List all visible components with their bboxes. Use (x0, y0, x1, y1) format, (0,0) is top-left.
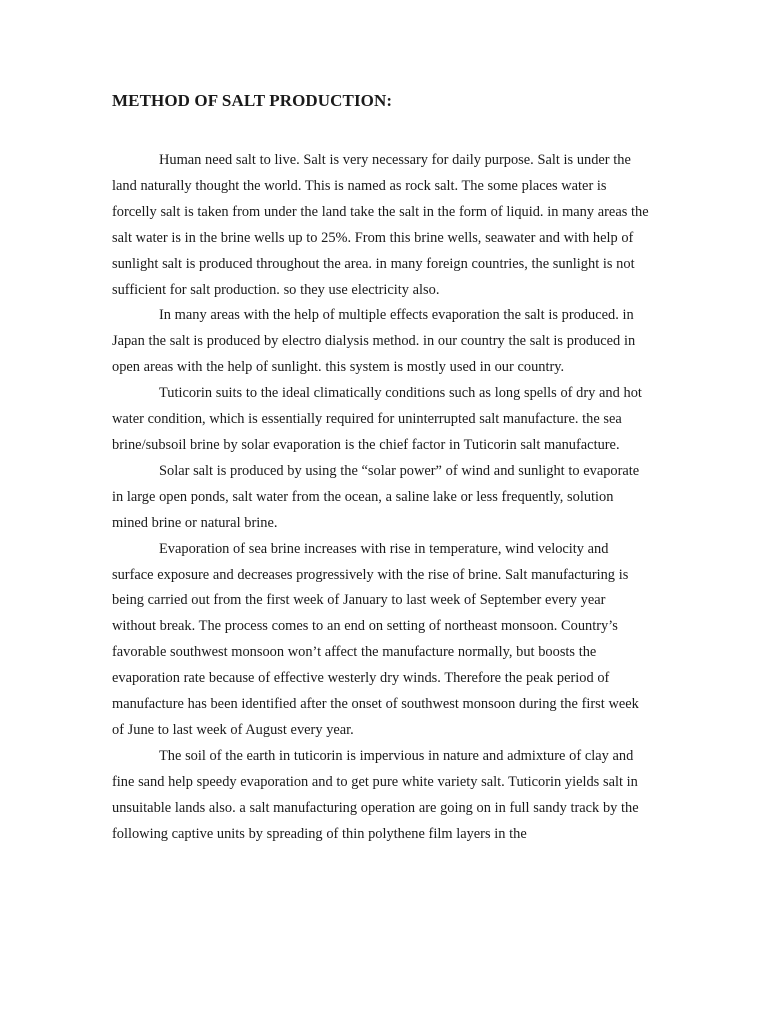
paragraph-evaporation: Evaporation of sea brine increases with rise in temperature, wind velocity and surface exposure and decreases progressively with the rise of brine. Salt manufacturing is being carried out from the first week of January to last week of September every year without break. The process comes to an end on setting of northeast monsoon. Country’s favorable southwest monsoon won’t affect the manufacture normally, but boosts the evaporation rate because of effective westerly dry winds. Therefore the peak period of manufacture has been identified after the onset of southwest monsoon during the first week of June to last week of August every year. (112, 540, 639, 738)
paragraph-soil: The soil of the earth in tuticorin is impervious in nature and admixture of clay and fine sand help speedy evaporation and to get pure white variety salt. Tuticorin yields salt in unsuitable lands also. a salt manufacturing operation are going on in full sandy track by the following captive units by spreading of thin polythene film layers in the (112, 747, 639, 842)
document-title: METHOD OF SALT PRODUCTION: (112, 91, 393, 110)
paragraph-production-methods: In many areas with the help of multiple effects evaporation the salt is produced. in Japan the salt is produced by electro dialysis method. in our country the salt is produced in open areas with the help of sunlight. this system is mostly used in our country. (112, 307, 636, 376)
paragraph-solar-salt: Solar salt is produced by using the “solar power” of wind and sunlight to evaporate in large open ponds, salt water from the ocean, a saline lake or less frequently, solution mined brine or natural brine. (112, 462, 640, 531)
paragraph-tuticorin-climate: Tuticorin suits to the ideal climatically conditions such as long spells of dry and hot water condition, which is essentially required for uninterrupted salt manufacture. the sea brine/subsoil brine by solar evaporation is the chief factor in Tuticorin salt manufacture. (112, 385, 642, 453)
document-body (112, 148, 652, 847)
paragraph-rock-salt: Human need salt to live. Salt is very necessary for daily purpose. Salt is under the land naturally thought the world. This is named as rock salt. The some places water is forcelly salt is taken from under the land take the salt in the form of liquid. in many areas the salt water is in the brine wells up to 25%. From this brine wells, seawater and with help of sunlight salt is produced throughout the area. in many foreign countries, the sunlight is not sufficient for salt production. so they use electricity also. (112, 152, 649, 298)
